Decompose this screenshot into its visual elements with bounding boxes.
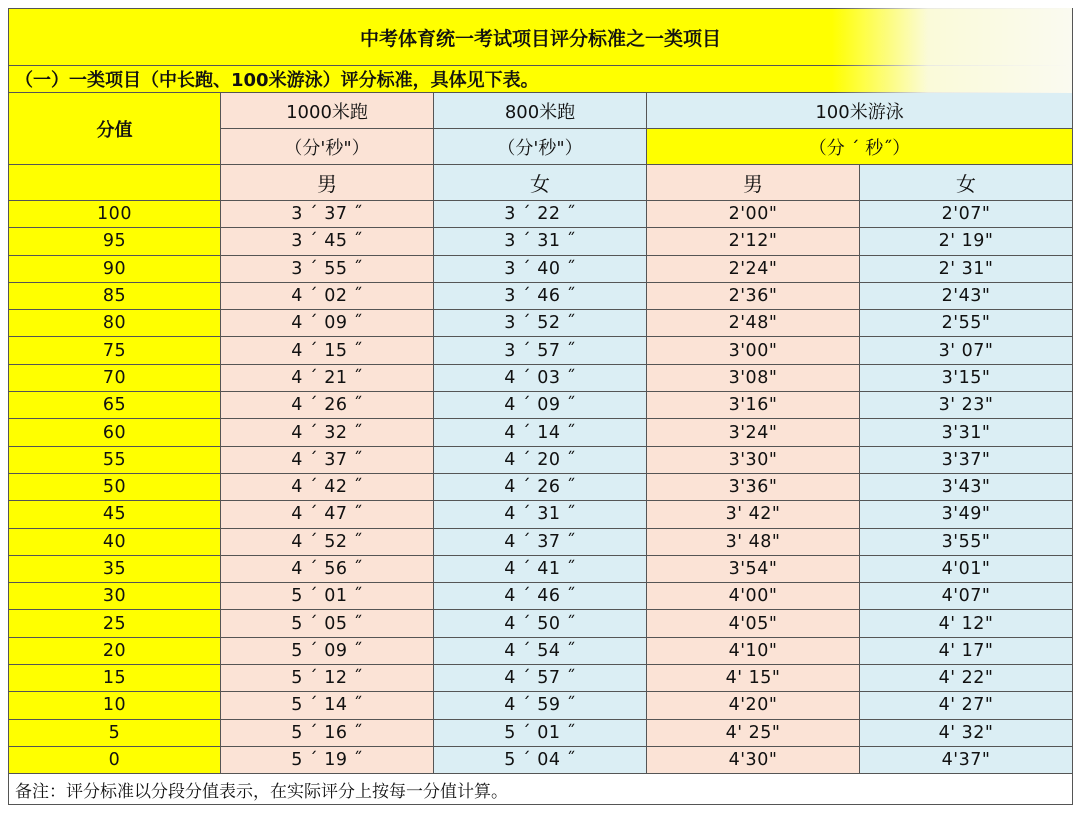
run800-cell: 4 ´ 59 ˝ — [434, 692, 647, 719]
swim-male-cell: 3' 48" — [647, 528, 860, 555]
run1000-cell: 3 ´ 37 ˝ — [221, 201, 434, 228]
swim-male-cell: 2'24" — [647, 255, 860, 282]
run800-cell: 5 ´ 01 ˝ — [434, 719, 647, 746]
swim-male-cell: 3'24" — [647, 419, 860, 446]
run800-cell: 3 ´ 52 ˝ — [434, 310, 647, 337]
table-row — [9, 419, 1073, 446]
table-row — [9, 473, 1073, 500]
run1000-cell: 5 ´ 14 ˝ — [221, 692, 434, 719]
note-row — [9, 774, 1073, 805]
run800-cell: 4 ´ 37 ˝ — [434, 528, 647, 555]
score-cell: 95 — [9, 228, 221, 255]
swim-female-cell: 2' 19" — [860, 228, 1073, 255]
run800-cell: 3 ´ 40 ˝ — [434, 255, 647, 282]
score-cell: 15 — [9, 665, 221, 692]
run800-cell: 5 ´ 04 ˝ — [434, 746, 647, 773]
swim-female-cell: 4' 17" — [860, 637, 1073, 664]
score-cell: 20 — [9, 637, 221, 664]
table-row — [9, 255, 1073, 282]
table-row — [9, 446, 1073, 473]
score-cell: 0 — [9, 746, 221, 773]
swim-female-cell: 4'01" — [860, 555, 1073, 582]
run800-cell: 3 ´ 22 ˝ — [434, 201, 647, 228]
swim-female-cell: 3'31" — [860, 419, 1073, 446]
run800-cell: 4 ´ 26 ˝ — [434, 473, 647, 500]
header-row-3 — [9, 165, 1073, 201]
swim-male-cell: 2'48" — [647, 310, 860, 337]
table-row — [9, 392, 1073, 419]
swim-female-cell: 2'07" — [860, 201, 1073, 228]
swim-male-cell: 2'12" — [647, 228, 860, 255]
score-cell: 55 — [9, 446, 221, 473]
run800-header: 800米跑 — [434, 93, 647, 129]
table-row — [9, 228, 1073, 255]
run1000-cell: 5 ´ 19 ˝ — [221, 746, 434, 773]
table-row — [9, 501, 1073, 528]
table-row — [9, 719, 1073, 746]
swim-male-cell: 3'30" — [647, 446, 860, 473]
run1000-cell: 5 ´ 01 ˝ — [221, 583, 434, 610]
swim-male-cell: 3'54" — [647, 555, 860, 582]
run1000-cell: 5 ´ 16 ˝ — [221, 719, 434, 746]
run1000-cell: 4 ´ 09 ˝ — [221, 310, 434, 337]
page-title: 中考体育统一考试项目评分标准之一类项目 — [9, 9, 1073, 66]
footnote: 备注：评分标准以分段分值表示，在实际评分上按每一分值计算。 — [9, 774, 1073, 805]
run1000-header: 1000米跑 — [221, 93, 434, 129]
run1000-cell: 4 ´ 02 ˝ — [221, 282, 434, 309]
score-cell: 60 — [9, 419, 221, 446]
subtitle-row — [9, 66, 1073, 93]
run1000-cell: 4 ´ 32 ˝ — [221, 419, 434, 446]
table-row — [9, 637, 1073, 664]
swim-female-cell: 4' 27" — [860, 692, 1073, 719]
swim-female-cell: 3'43" — [860, 473, 1073, 500]
swim-female-cell: 2'43" — [860, 282, 1073, 309]
subtitle: （一）一类项目（中长跑、100米游泳）评分标准，具体见下表。 — [9, 66, 1073, 93]
swim-male-cell: 4'30" — [647, 746, 860, 773]
run800-cell: 4 ´ 20 ˝ — [434, 446, 647, 473]
run800-cell: 3 ´ 57 ˝ — [434, 337, 647, 364]
run1000-cell: 3 ´ 55 ˝ — [221, 255, 434, 282]
score-header-blank — [9, 165, 221, 201]
run800-cell: 4 ´ 41 ˝ — [434, 555, 647, 582]
swim-female-cell: 3' 07" — [860, 337, 1073, 364]
score-cell: 45 — [9, 501, 221, 528]
scoring-table-frame — [8, 8, 1072, 805]
run800-cell: 4 ´ 50 ˝ — [434, 610, 647, 637]
score-cell: 100 — [9, 201, 221, 228]
score-cell: 90 — [9, 255, 221, 282]
swim-male-cell: 3' 42" — [647, 501, 860, 528]
table-row — [9, 201, 1073, 228]
header-row-1 — [9, 93, 1073, 129]
table-row — [9, 282, 1073, 309]
table-row — [9, 692, 1073, 719]
swim-male-cell: 3'00" — [647, 337, 860, 364]
swim-gender-male: 男 — [647, 165, 860, 201]
run800-gender-female: 女 — [434, 165, 647, 201]
run1000-cell: 5 ´ 05 ˝ — [221, 610, 434, 637]
run800-cell: 3 ´ 31 ˝ — [434, 228, 647, 255]
score-cell: 30 — [9, 583, 221, 610]
run1000-cell: 4 ´ 37 ˝ — [221, 446, 434, 473]
run1000-gender-male: 男 — [221, 165, 434, 201]
run800-cell: 4 ´ 14 ˝ — [434, 419, 647, 446]
title-row — [9, 9, 1073, 66]
score-cell: 5 — [9, 719, 221, 746]
table-row — [9, 665, 1073, 692]
score-cell: 35 — [9, 555, 221, 582]
swim-unit: （分 ´ 秒˝） — [647, 129, 1073, 165]
table-row — [9, 528, 1073, 555]
swim-male-cell: 3'36" — [647, 473, 860, 500]
run800-cell: 3 ´ 46 ˝ — [434, 282, 647, 309]
run1000-cell: 4 ´ 52 ˝ — [221, 528, 434, 555]
run800-cell: 4 ´ 46 ˝ — [434, 583, 647, 610]
score-cell: 40 — [9, 528, 221, 555]
run800-unit: （分'秒"） — [434, 129, 647, 165]
table-row — [9, 746, 1073, 773]
score-cell: 80 — [9, 310, 221, 337]
score-cell: 85 — [9, 282, 221, 309]
run1000-unit: （分'秒"） — [221, 129, 434, 165]
swim-male-cell: 2'36" — [647, 282, 860, 309]
table-row — [9, 310, 1073, 337]
run800-cell: 4 ´ 09 ˝ — [434, 392, 647, 419]
score-cell: 10 — [9, 692, 221, 719]
table-body — [9, 201, 1073, 774]
score-cell: 25 — [9, 610, 221, 637]
run1000-cell: 4 ´ 15 ˝ — [221, 337, 434, 364]
run800-cell: 4 ´ 03 ˝ — [434, 364, 647, 391]
score-cell: 65 — [9, 392, 221, 419]
run1000-cell: 5 ´ 12 ˝ — [221, 665, 434, 692]
swim-male-cell: 4'05" — [647, 610, 860, 637]
run1000-cell: 4 ´ 47 ˝ — [221, 501, 434, 528]
swim-female-cell: 4'37" — [860, 746, 1073, 773]
run800-cell: 4 ´ 57 ˝ — [434, 665, 647, 692]
table-row — [9, 337, 1073, 364]
swim-male-cell: 4' 25" — [647, 719, 860, 746]
run1000-cell: 3 ´ 45 ˝ — [221, 228, 434, 255]
swim-male-cell: 2'00" — [647, 201, 860, 228]
swim-female-cell: 3'15" — [860, 364, 1073, 391]
swim-female-cell: 4' 22" — [860, 665, 1073, 692]
swim-male-cell: 4'00" — [647, 583, 860, 610]
table-row — [9, 555, 1073, 582]
run1000-cell: 4 ´ 42 ˝ — [221, 473, 434, 500]
scoring-table — [8, 8, 1073, 805]
swim-female-cell: 3'37" — [860, 446, 1073, 473]
swim-female-cell: 3' 23" — [860, 392, 1073, 419]
run1000-cell: 4 ´ 21 ˝ — [221, 364, 434, 391]
run800-cell: 4 ´ 54 ˝ — [434, 637, 647, 664]
table-row — [9, 364, 1073, 391]
swim-female-cell: 2'55" — [860, 310, 1073, 337]
swim-male-cell: 3'08" — [647, 364, 860, 391]
swim-female-cell: 4' 32" — [860, 719, 1073, 746]
run1000-cell: 4 ´ 56 ˝ — [221, 555, 434, 582]
swim-female-cell: 4' 12" — [860, 610, 1073, 637]
swim-male-cell: 3'16" — [647, 392, 860, 419]
swim-gender-female: 女 — [860, 165, 1073, 201]
run800-cell: 4 ´ 31 ˝ — [434, 501, 647, 528]
swim-female-cell: 3'55" — [860, 528, 1073, 555]
run1000-cell: 5 ´ 09 ˝ — [221, 637, 434, 664]
swim-female-cell: 3'49" — [860, 501, 1073, 528]
swim-header: 100米游泳 — [647, 93, 1073, 129]
table-row — [9, 610, 1073, 637]
table-row — [9, 583, 1073, 610]
score-cell: 50 — [9, 473, 221, 500]
run1000-cell: 4 ´ 26 ˝ — [221, 392, 434, 419]
score-cell: 70 — [9, 364, 221, 391]
score-header: 分值 — [9, 93, 221, 165]
swim-female-cell: 4'07" — [860, 583, 1073, 610]
swim-female-cell: 2' 31" — [860, 255, 1073, 282]
swim-male-cell: 4'10" — [647, 637, 860, 664]
swim-male-cell: 4' 15" — [647, 665, 860, 692]
swim-male-cell: 4'20" — [647, 692, 860, 719]
score-cell: 75 — [9, 337, 221, 364]
